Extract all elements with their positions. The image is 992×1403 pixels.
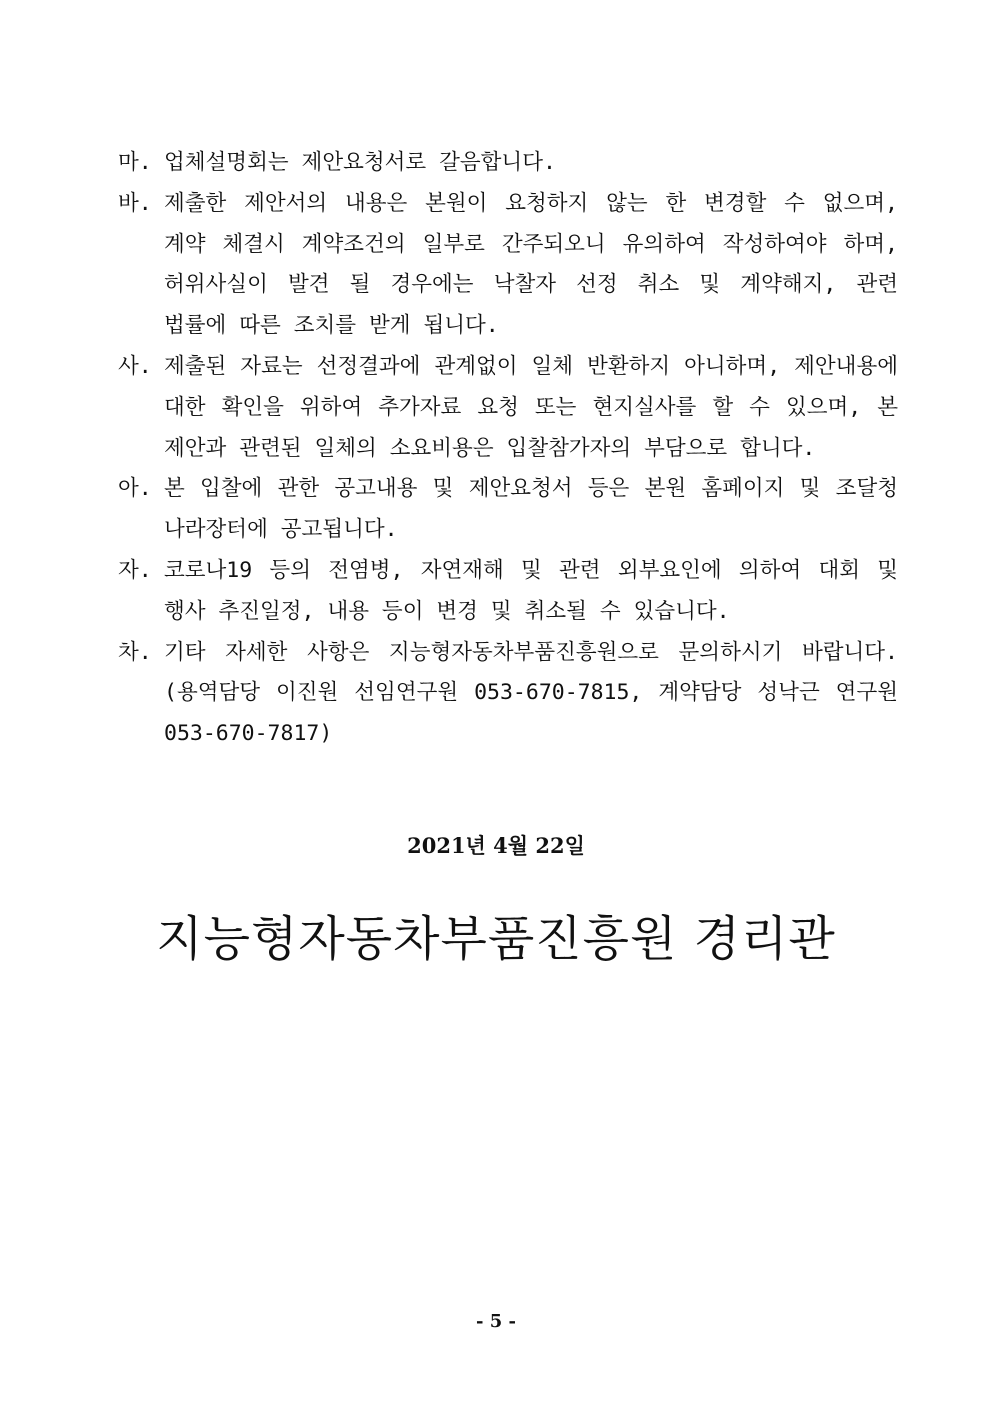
item-text: 코로나19 등의 전염병, 자연재해 및 관련 외부요인에 의하여 대회 및 행사 추진일정, 내용 등이 변경 및 취소될 수 있습니다. <box>164 557 898 624</box>
notice-item <box>118 347 898 469</box>
page-number: - 5 - <box>476 1311 516 1332</box>
item-text: 제출한 제안서의 내용은 본원이 요청하지 않는 한 변경할 수 없으며, 계약 체결시 계약조건의 일부로 간주되오니 유의하여 작성하여야 하며, 허위사실이 발견 될 경우에는 낙찰자 선정 취소 및 계약해지, 관련 법률에 따른 조치를 받게 됩니다. <box>164 190 898 339</box>
issuer-name: 지능형자동차부품진흥원 경리관 <box>156 911 836 967</box>
notice-item <box>118 551 898 633</box>
item-text: 업체설명회는 제안요청서로 갈음합니다. <box>164 150 556 175</box>
item-marker: 바. <box>118 190 152 216</box>
notice-item <box>118 469 898 551</box>
item-marker: 마. <box>118 150 152 175</box>
notice-item <box>118 184 898 347</box>
notice-items <box>118 143 898 755</box>
item-marker: 사. <box>118 353 152 379</box>
item-text: 본 입찰에 관한 공고내용 및 제안요청서 등은 본원 홈페이지 및 조달청 나라장터에 공고됩니다. <box>164 476 898 543</box>
item-text: 제출된 자료는 선정결과에 관계없이 일체 반환하지 아니하며, 제안내용에 대한 확인을 위하여 추가자료 요청 또는 현지실사를 할 수 있으며, 본 제안과 관련된 일체의 소요비용은 입찰참가자의 부담으로 합니다. <box>164 353 898 461</box>
notice-item <box>118 143 898 184</box>
item-marker: 차. <box>118 639 152 665</box>
item-text: 기타 자세한 사항은 지능형자동차부품진흥원으로 문의하시기 바랍니다.(용역담당 이진원 선임연구원 053-670-7815, 계약담당 성낙근 연구원 053-670-7817) <box>164 639 898 747</box>
notice-item <box>118 633 898 755</box>
item-marker: 아. <box>118 476 152 502</box>
notice-date: 2021년 4월 22일 <box>407 833 585 858</box>
item-marker: 자. <box>118 557 152 583</box>
